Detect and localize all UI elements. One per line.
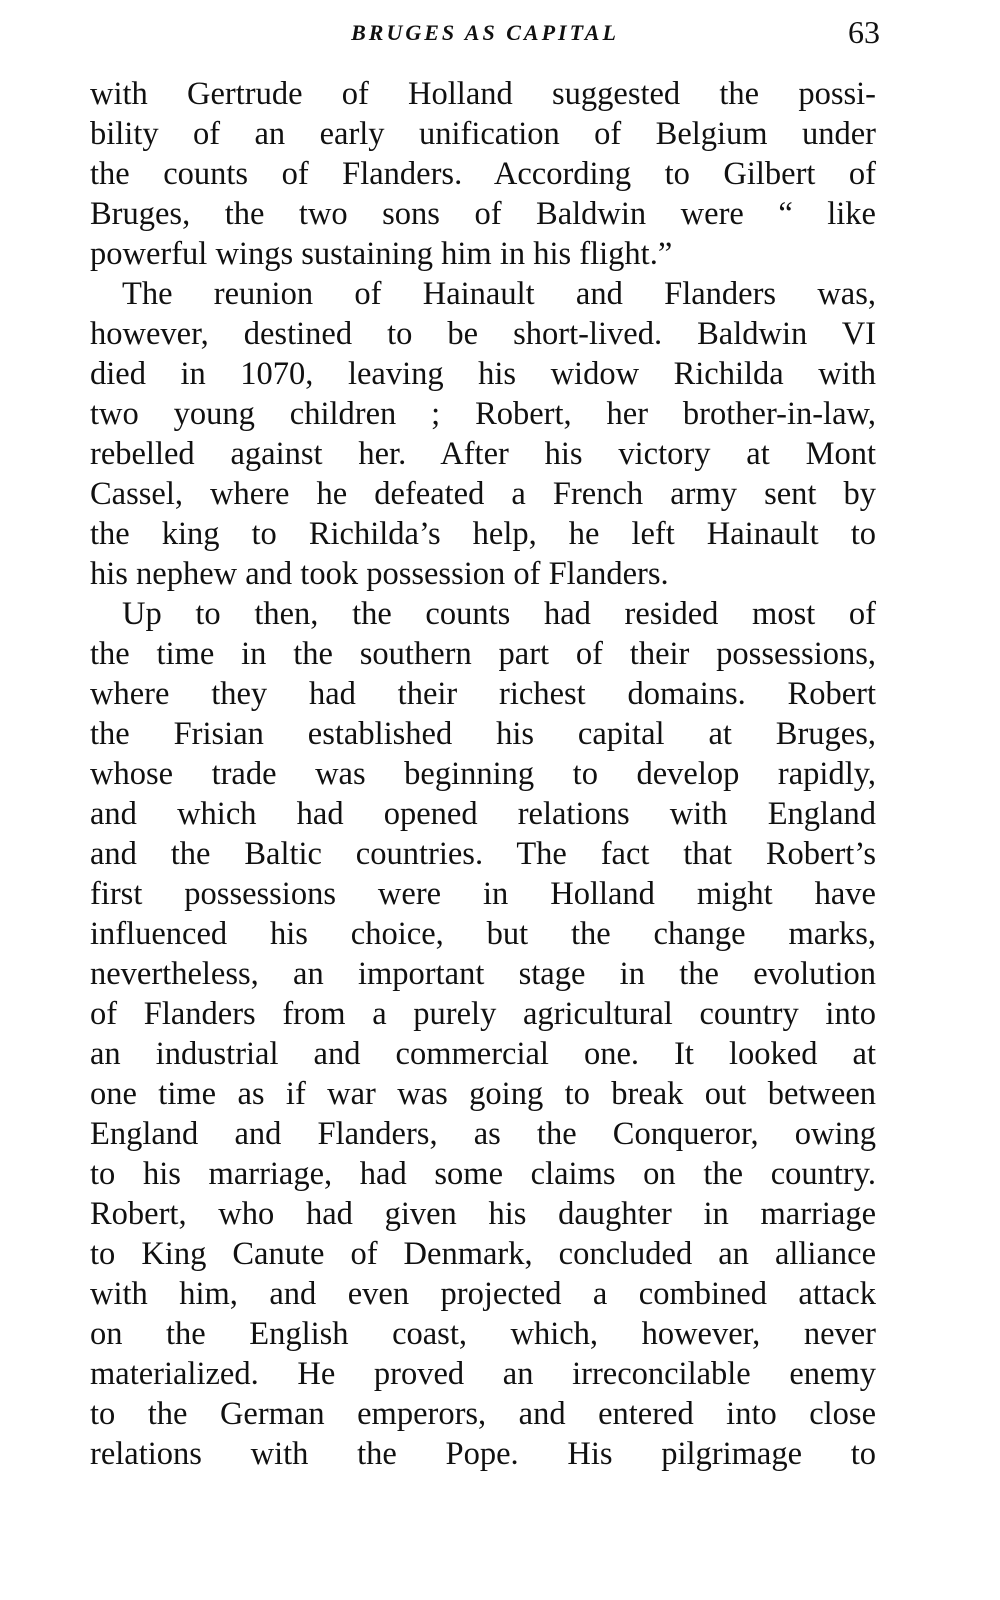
page-number: 63: [848, 14, 880, 50]
text-line: where they had their richest domains. Robert: [90, 676, 876, 712]
text-line: Bruges, the two sons of Baldwin were “ like: [90, 196, 876, 232]
text-line: the time in the southern part of their possessions,: [90, 636, 876, 672]
text-line: the king to Richilda’s help, he left Hainault to: [90, 516, 876, 552]
text-line: with Gertrude of Holland suggested the possi-: [90, 76, 876, 112]
text-line: of Flanders from a purely agricultural country into: [90, 996, 876, 1032]
text-line: Up to then, the counts had resided most of: [122, 596, 876, 632]
text-line: Cassel, where he defeated a French army sent by: [90, 476, 876, 512]
text-line: whose trade was beginning to develop rapidly,: [90, 756, 876, 792]
text-line: materialized. He proved an irreconcilable enemy: [90, 1356, 876, 1392]
text-line: and the Baltic countries. The fact that Robert’s: [90, 836, 876, 872]
text-line: and which had opened relations with England: [90, 796, 876, 832]
text-line: to his marriage, had some claims on the country.: [90, 1156, 876, 1192]
text-line: an industrial and commercial one. It looked at: [90, 1036, 876, 1072]
text-line: first possessions were in Holland might have: [90, 876, 876, 912]
text-line: however, destined to be short-lived. Baldwin VI: [90, 316, 876, 352]
text-line: The reunion of Hainault and Flanders was,: [122, 276, 876, 312]
text-line: two young children ; Robert, her brother-in-law,: [90, 396, 876, 432]
text-line: powerful wings sustaining him in his flight.”: [90, 236, 673, 272]
text-line: to the German emperors, and entered into close: [90, 1396, 876, 1432]
text-line: influenced his choice, but the change marks,: [90, 916, 876, 952]
text-line: on the English coast, which, however, never: [90, 1316, 876, 1352]
text-line: Robert, who had given his daughter in marriage: [90, 1196, 876, 1232]
text-line: died in 1070, leaving his widow Richilda with: [90, 356, 876, 392]
text-line: his nephew and took possession of Flanders.: [90, 556, 669, 592]
text-line: with him, and even projected a combined attack: [90, 1276, 876, 1312]
text-line: to King Canute of Denmark, concluded an alliance: [90, 1236, 876, 1272]
running-title: BRUGES AS CAPITAL: [351, 20, 619, 45]
text-line: nevertheless, an important stage in the evolution: [90, 956, 876, 992]
text-line: the Frisian established his capital at Bruges,: [90, 716, 876, 752]
running-head: [90, 14, 880, 64]
text-line: bility of an early unification of Belgium under: [90, 116, 876, 152]
text-line: England and Flanders, as the Conqueror, owing: [90, 1116, 876, 1152]
text-line: relations with the Pope. His pilgrimage to: [90, 1436, 876, 1472]
text-line: one time as if war was going to break out between: [90, 1076, 876, 1112]
body-text: [90, 74, 876, 1474]
text-line: the counts of Flanders. According to Gilbert of: [90, 156, 876, 192]
text-line: rebelled against her. After his victory at Mont: [90, 436, 876, 472]
